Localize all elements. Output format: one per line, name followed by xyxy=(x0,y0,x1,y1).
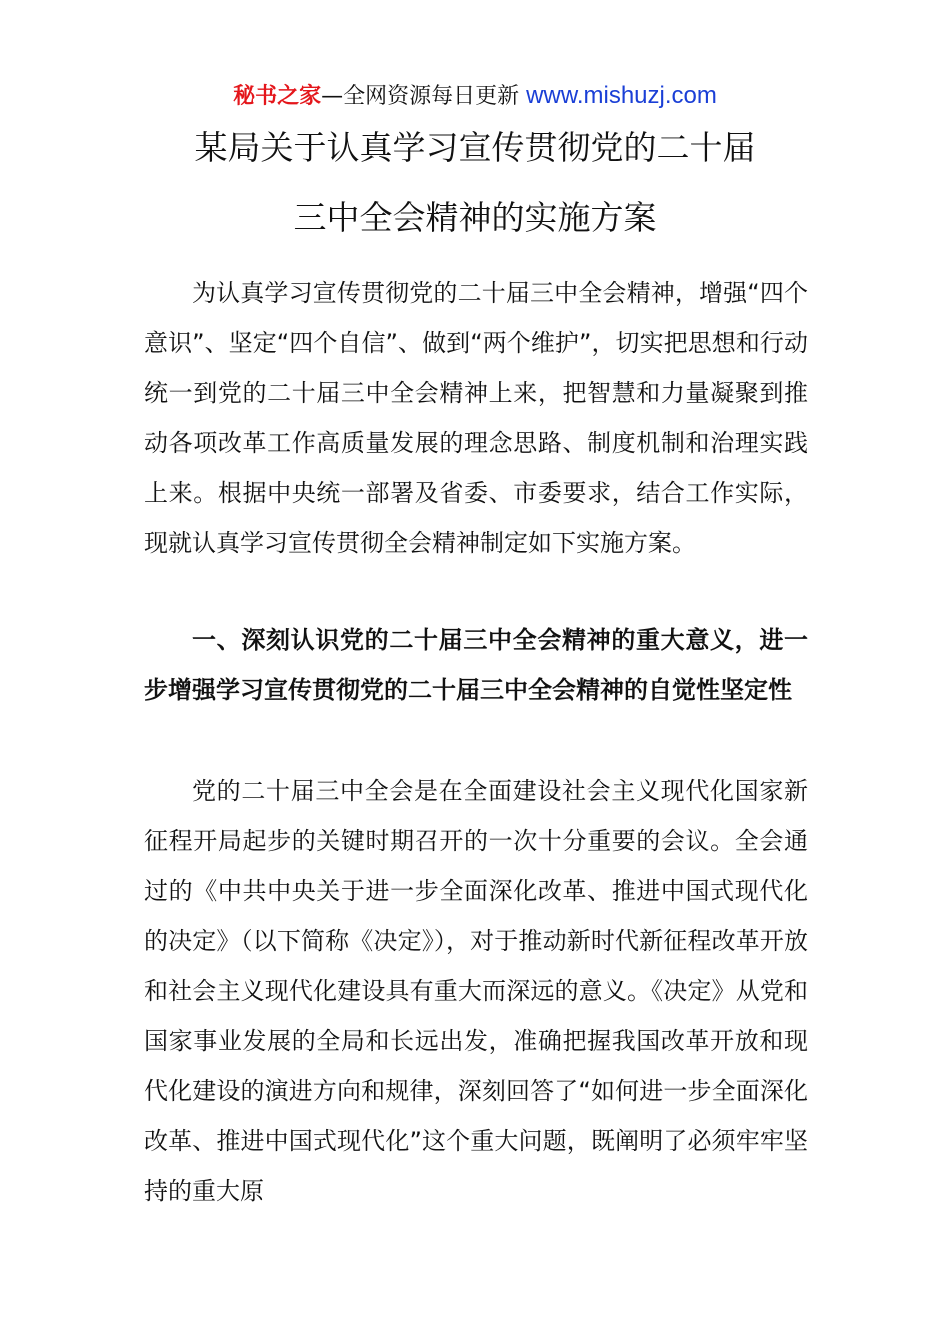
site-slogan: —全网资源每日更新 xyxy=(321,84,520,109)
section-heading-1: 一、深刻认识党的二十届三中全会精神的重大意义，进一步增强学习宣传贯彻党的二十届三中全会精神的自觉性坚定性 xyxy=(144,626,808,704)
document-title-line-1: 某局关于认真学习宣传贯彻党的二十届 xyxy=(194,128,756,167)
section-body-1: 党的二十届三中全会是在全面建设社会主义现代化国家新征程开局起步的关键时期召开的一次十分重要的会议。全会通过的《中共中央关于进一步全面深化改革、推进中国式现代化的决定》（以下简称《决定》），对于推动新时代新征程改革开放和社会主义现代化建设具有重大而深远的意义。《决定》从党和国家事业发展的全局和长远出发，准确把握我国改革开放和现代化建设的演进方向和规律，深刻回答了“如何进一步全面深化改革、推进中国式现代化”这个重大问题，既阐明了必须牢牢坚持的重大原 xyxy=(144,777,808,1205)
document-title-line-2: 三中全会精神的实施方案 xyxy=(293,198,657,237)
intro-paragraph: 为认真学习宣传贯彻党的二十届三中全会精神，增强“四个意识”、坚定“四个自信”、做到“两个维护”，切实把思想和行动统一到党的二十届三中全会精神上来，把智慧和力量凝聚到推动各项改革工作高质量发展的理念思路、制度机制和治理实践上来。根据中央统一部署及省委、市委要求，结合工作实际，现就认真学习宣传贯彻全会精神制定如下实施方案。 xyxy=(144,279,808,557)
site-brand: 秘书之家 xyxy=(233,84,322,109)
site-url-link[interactable]: www.mishuzj.com xyxy=(526,82,717,109)
site-header xyxy=(0,80,950,113)
